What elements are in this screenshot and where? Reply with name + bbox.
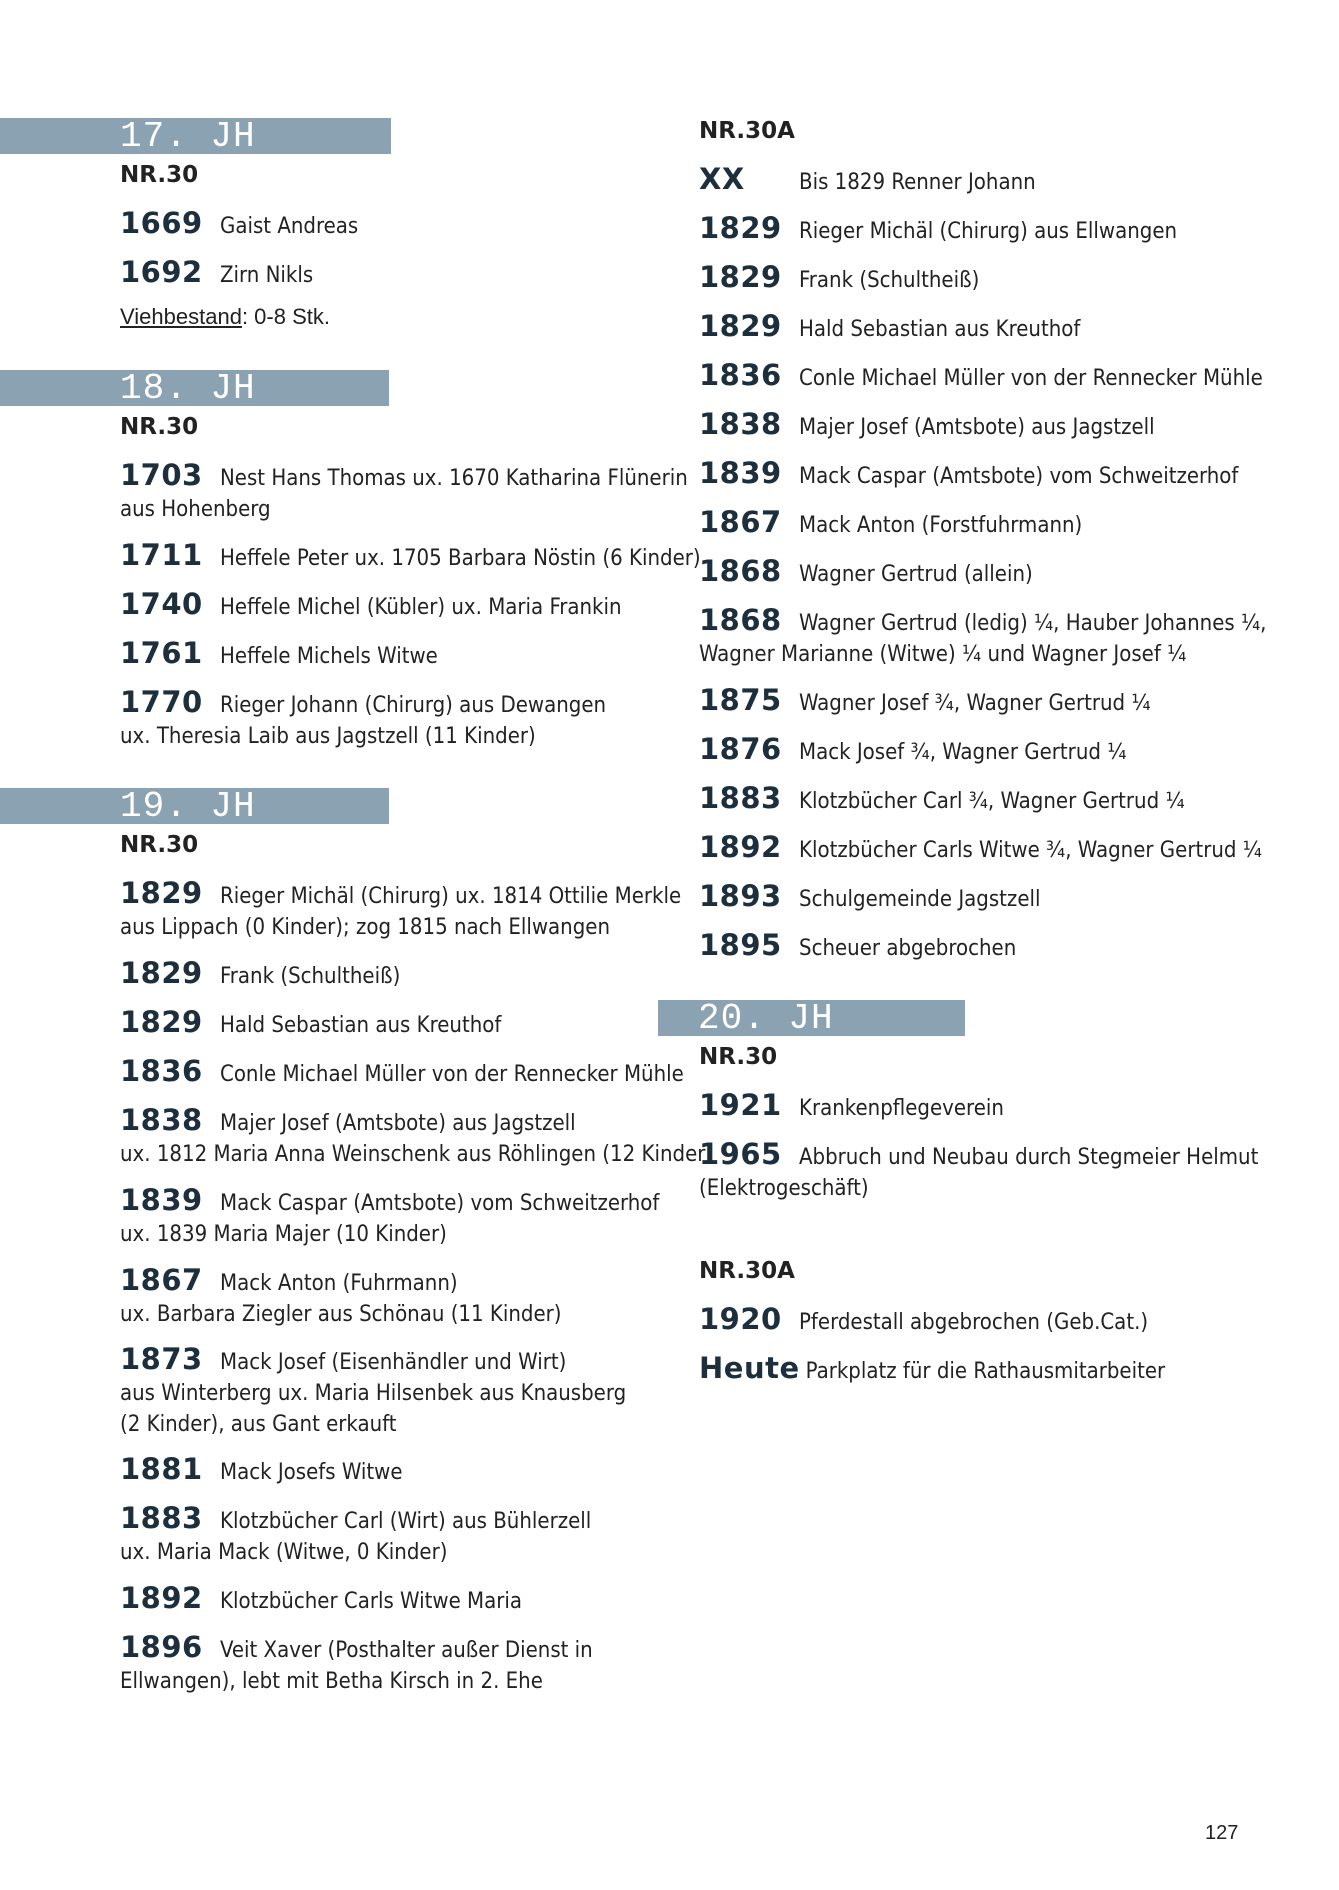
- year-label: 1703: [120, 458, 203, 492]
- entry-text-cont: ux. Maria Mack (Witwe, 0 Kinder): [120, 1540, 448, 1565]
- entry-text: Mack Josef ¾, Wagner Gertrud ¼: [799, 740, 1127, 765]
- list-item: [699, 1304, 1148, 1338]
- house-number-label: NR.30A: [699, 1258, 795, 1284]
- entry-text: Klotzbücher Carls Witwe ¾, Wagner Gertrud ¼: [799, 838, 1262, 863]
- year-label: 1895: [699, 928, 782, 962]
- list-item: [120, 1344, 626, 1440]
- year-label: 1838: [120, 1103, 203, 1137]
- year-label: 1761: [120, 636, 203, 670]
- section-header-18-jh: 18. JH: [0, 370, 389, 406]
- year-label: 1839: [699, 456, 782, 490]
- year-label: 1868: [699, 554, 782, 588]
- house-number-label: NR.30: [699, 1044, 778, 1070]
- year-label: 1829: [120, 956, 203, 990]
- year-label: 1829: [120, 1005, 203, 1039]
- entry-text: Mack Anton (Fuhrmann): [220, 1271, 458, 1296]
- list-item: [699, 1090, 1004, 1124]
- entry-text: Heffele Michels Witwe: [220, 644, 438, 669]
- entry-text-cont: Wagner Marianne (Witwe) ¼ und Wagner Josef ¼: [699, 642, 1187, 667]
- entry-text: Pferdestall abgebrochen (Geb.Cat.): [799, 1310, 1149, 1335]
- entry-text: Veit Xaver (Posthalter außer Dienst in: [220, 1638, 593, 1663]
- list-item: [120, 540, 701, 574]
- list-item: [120, 1632, 593, 1697]
- year-label: 1836: [120, 1054, 203, 1088]
- year-label: 1770: [120, 685, 203, 719]
- list-item: [120, 1056, 684, 1090]
- year-label: 1893: [699, 879, 782, 913]
- list-item: [699, 1139, 1258, 1204]
- house-number-label: NR.30: [120, 832, 199, 858]
- list-item: [120, 958, 400, 992]
- list-item: [699, 262, 979, 296]
- entry-text: Hald Sebastian aus Kreuthof: [220, 1013, 502, 1038]
- entry-text: Heffele Michel (Kübler) ux. Maria Frankin: [220, 595, 622, 620]
- year-label: 1740: [120, 587, 203, 621]
- year-label: 1692: [120, 255, 203, 289]
- entry-text-cont: ux. 1839 Maria Majer (10 Kinder): [120, 1222, 447, 1247]
- list-item: [120, 687, 606, 752]
- year-label: 1669: [120, 206, 203, 240]
- list-item: [120, 1265, 562, 1330]
- list-item: [699, 311, 1080, 345]
- entry-text-cont: (Elektrogeschäft): [699, 1176, 869, 1201]
- list-item: [120, 1185, 659, 1250]
- entry-text: Rieger Michäl (Chirurg) aus Ellwangen: [799, 219, 1178, 244]
- year-label: 1883: [699, 781, 782, 815]
- year-label: 1873: [120, 1342, 203, 1376]
- list-item: [699, 458, 1238, 492]
- year-label: 1868: [699, 603, 782, 637]
- entry-text: Heffele Peter ux. 1705 Barbara Nöstin (6 Kinder): [220, 546, 701, 571]
- entry-text: Krankenpflegeverein: [799, 1096, 1004, 1121]
- entry-text-cont: (2 Kinder), aus Gant erkauft: [120, 1412, 397, 1437]
- list-item: [120, 257, 313, 291]
- list-item: [699, 881, 1041, 915]
- year-label: 1829: [699, 309, 782, 343]
- year-label: 1829: [699, 211, 782, 245]
- year-label: 1892: [699, 830, 782, 864]
- entry-text: Majer Josef (Amtsbote) aus Jagstzell: [220, 1111, 576, 1136]
- entry-text-cont: aus Lippach (0 Kinder); zog 1815 nach Ellwangen: [120, 915, 610, 940]
- entry-text: Abbruch und Neubau durch Stegmeier Helmut: [799, 1145, 1259, 1170]
- livestock-value: : 0-8 Stk.: [241, 304, 330, 329]
- entry-text: Wagner Josef ¾, Wagner Gertrud ¼: [799, 691, 1151, 716]
- entry-text: Wagner Gertrud (allein): [799, 562, 1033, 587]
- entry-text: Rieger Johann (Chirurg) aus Dewangen: [220, 693, 607, 718]
- year-label: 1883: [120, 1501, 203, 1535]
- house-number-label: NR.30A: [699, 118, 795, 144]
- entry-text: Mack Caspar (Amtsbote) vom Schweitzerhof: [220, 1191, 660, 1216]
- entry-text: Klotzbücher Carl ¾, Wagner Gertrud ¼: [799, 789, 1185, 814]
- list-item: [699, 685, 1151, 719]
- house-number-label: NR.30: [120, 162, 199, 188]
- list-item: [120, 878, 681, 943]
- entry-text: Parkplatz für die Rathausmitarbeiter: [805, 1359, 1166, 1384]
- year-label: 1881: [120, 1452, 203, 1486]
- list-item: [120, 1503, 591, 1568]
- entry-text: Klotzbücher Carls Witwe Maria: [220, 1589, 523, 1614]
- section-header-17-jh: 17. JH: [0, 118, 391, 154]
- year-label: 1867: [699, 505, 782, 539]
- entry-text: Conle Michael Müller von der Rennecker Mühle: [220, 1062, 684, 1087]
- year-label: 1876: [699, 732, 782, 766]
- entry-text: Frank (Schultheiß): [220, 964, 401, 989]
- entry-text: Bis 1829 Renner Johann: [799, 170, 1036, 195]
- entry-text: Wagner Gertrud (ledig) ¼, Hauber Johannes ¼,: [799, 611, 1267, 636]
- entry-text-cont: aus Winterberg ux. Maria Hilsenbek aus Knausberg: [120, 1381, 627, 1406]
- list-item: [120, 1105, 713, 1170]
- year-label: 1921: [699, 1088, 782, 1122]
- list-item: [699, 409, 1155, 443]
- list-item: [120, 208, 358, 242]
- section-header-19-jh: 19. JH: [0, 788, 389, 824]
- year-label: 1920: [699, 1302, 782, 1336]
- list-item: [699, 734, 1126, 768]
- entry-text-cont: aus Hohenberg: [120, 497, 271, 522]
- year-label: 1829: [699, 260, 782, 294]
- list-item: [120, 1583, 522, 1617]
- year-label: Heute: [699, 1351, 800, 1385]
- entry-text: Majer Josef (Amtsbote) aus Jagstzell: [799, 415, 1155, 440]
- year-label: 1867: [120, 1263, 203, 1297]
- entry-text-cont: ux. 1812 Maria Anna Weinschenk aus Röhlingen (12 Kinder): [120, 1142, 714, 1167]
- section-header-20-jh: 20. JH: [658, 1000, 965, 1036]
- entry-text: Rieger Michäl (Chirurg) ux. 1814 Ottilie Merkle: [220, 884, 682, 909]
- entry-text: Mack Josef (Eisenhändler und Wirt): [220, 1350, 567, 1375]
- year-label: 1829: [120, 876, 203, 910]
- year-label: 1896: [120, 1630, 203, 1664]
- entry-text: Nest Hans Thomas ux. 1670 Katharina Flünerin: [220, 466, 688, 491]
- entry-text: Mack Josefs Witwe: [220, 1460, 403, 1485]
- list-item: [699, 360, 1263, 394]
- list-item: [120, 1454, 403, 1488]
- year-label: 1839: [120, 1183, 203, 1217]
- entry-text: Conle Michael Müller von der Rennecker Mühle: [799, 366, 1263, 391]
- entry-text-cont: Ellwangen), lebt mit Betha Kirsch in 2. Ehe: [120, 1669, 543, 1694]
- page-number: 127: [1205, 1822, 1239, 1844]
- year-label: 1838: [699, 407, 782, 441]
- list-item: [699, 783, 1185, 817]
- livestock-label: Viehbestand: [120, 304, 242, 329]
- list-item: [120, 589, 622, 623]
- list-item: [120, 1007, 501, 1041]
- year-label: 1875: [699, 683, 782, 717]
- entry-text: Schulgemeinde Jagstzell: [799, 887, 1041, 912]
- entry-text: Scheuer abgebrochen: [799, 936, 1017, 961]
- year-label: 1711: [120, 538, 203, 572]
- list-item: [120, 638, 438, 672]
- house-number-label: NR.30: [120, 414, 199, 440]
- list-item: [699, 556, 1033, 590]
- entry-text: Hald Sebastian aus Kreuthof: [799, 317, 1081, 342]
- entry-text: Mack Anton (Forstfuhrmann): [799, 513, 1083, 538]
- year-label: 1892: [120, 1581, 203, 1615]
- list-item: [699, 930, 1016, 964]
- livestock-note: [120, 304, 330, 330]
- entry-text: Mack Caspar (Amtsbote) vom Schweitzerhof: [799, 464, 1239, 489]
- entry-text-cont: ux. Theresia Laib aus Jagstzell (11 Kinder): [120, 724, 536, 749]
- list-item: [699, 832, 1262, 866]
- year-label: XX: [699, 162, 745, 196]
- entry-text: Frank (Schultheiß): [799, 268, 980, 293]
- list-item: [699, 1353, 1165, 1387]
- entry-text: Gaist Andreas: [220, 214, 359, 239]
- entry-text-cont: ux. Barbara Ziegler aus Schönau (11 Kinder): [120, 1302, 562, 1327]
- list-item: [699, 164, 1036, 198]
- entry-text: Zirn Nikls: [220, 263, 314, 288]
- list-item: [699, 213, 1177, 247]
- year-label: 1965: [699, 1137, 782, 1171]
- list-item: [699, 507, 1082, 541]
- list-item: [120, 460, 688, 525]
- list-item: [699, 605, 1266, 670]
- entry-text: Klotzbücher Carl (Wirt) aus Bühlerzell: [220, 1509, 592, 1534]
- year-label: 1836: [699, 358, 782, 392]
